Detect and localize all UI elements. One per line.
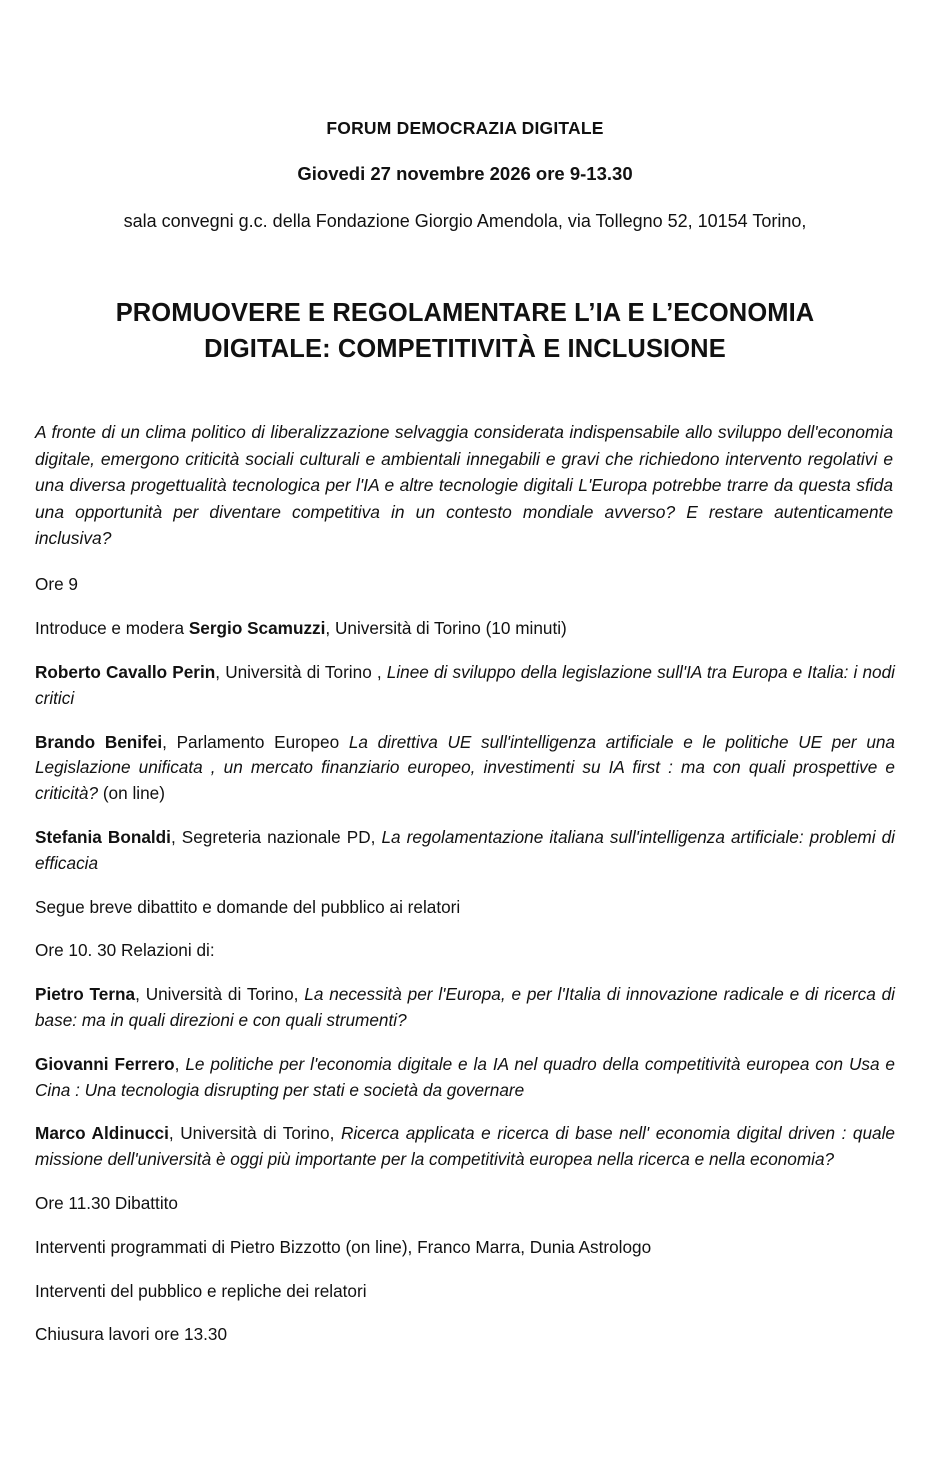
speaker-name: Brando Benifei bbox=[35, 731, 163, 752]
speaker-affiliation: , Università di Torino, bbox=[168, 1123, 341, 1144]
moderator-name: Sergio Scamuzzi bbox=[188, 618, 326, 639]
page-title bbox=[35, 295, 895, 367]
session-2-time: Ore 10. 30 Relazioni di: bbox=[35, 940, 215, 961]
speaker-name: Marco Aldinucci bbox=[35, 1123, 169, 1144]
speaker-name: Giovanni Ferrero bbox=[35, 1053, 175, 1074]
session-1-time: Ore 9 bbox=[35, 574, 78, 595]
closing-note: Chiusura lavori ore 13.30 bbox=[35, 1324, 228, 1345]
speaker-talk-title: Le politiche per l'economia digitale e la IA nel quadro della competitività europea con Usa e Cina : Una tecnologia disrupting per stati e società da governare bbox=[35, 1053, 895, 1100]
event-venue: sala convegni g.c. della Fondazione Giorgio Amendola, via Tollegno 52, 10154 Torino, bbox=[123, 211, 807, 232]
programme-list bbox=[35, 572, 895, 1348]
speaker-affiliation: , Università di Torino , bbox=[215, 662, 387, 683]
event-header bbox=[35, 0, 895, 233]
speaker-entry bbox=[35, 1052, 895, 1104]
speaker-affiliation: , Segreteria nazionale PD, bbox=[170, 827, 382, 848]
scheduled-interventions: Interventi programmati di Pietro Bizzotto (on line), Franco Marra, Dunia Astrologo bbox=[35, 1236, 652, 1257]
public-interventions: Interventi del pubblico e repliche dei relatori bbox=[35, 1280, 367, 1301]
speaker-name: Roberto Cavallo Perin bbox=[35, 662, 216, 683]
moderator-suffix: , Università di Torino (10 minuti) bbox=[325, 618, 567, 639]
speaker-affiliation: , Università di Torino, bbox=[135, 984, 305, 1005]
abstract-paragraph: A fronte di un clima politico di liberalizzazione selvaggia considerata indispensabile allo sviluppo dell'economia digitale, emergono criticità sociali culturali e ambientali innegabili e gravi che richiedono intervento regolativi e una diversa progettualità tecnologica per l'IA e altre tecnologie digitali L'Europa potrebbe trarre da questa sfida una opportunità per diventare competitiva in un contesto mondiale avverso? E restare autenticamente inclusiva? bbox=[35, 422, 893, 548]
speaker-entry bbox=[35, 660, 895, 712]
speaker-talk-title: La necessità per l'Europa, e per l'Italia di innovazione radicale e di ricerca di base: ma in quali direzioni e con quali strumenti? bbox=[35, 984, 895, 1031]
page-title-line-2: DIGITALE: COMPETITIVITÀ E INCLUSIONE bbox=[204, 334, 726, 363]
moderator-entry bbox=[35, 616, 895, 642]
organization-name: FORUM DEMOCRAZIA DIGITALE bbox=[326, 118, 604, 138]
moderator-prefix: Introduce e modera bbox=[35, 618, 189, 639]
session-3-time: Ore 11.30 Dibattito bbox=[35, 1193, 178, 1213]
page-title-line-1: PROMUOVERE E REGOLAMENTARE L’IA E L’ECONOMIA bbox=[115, 298, 815, 327]
speaker-talk-title: La regolamentazione italiana sull'intelligenza artificiale: problemi di efficacia bbox=[35, 827, 895, 873]
speaker-note: (on line) bbox=[98, 783, 165, 804]
speaker-name: Stefania Bonaldi bbox=[35, 827, 171, 848]
speaker-talk-title: La direttiva UE sull'intelligenza artificiale e le politiche UE per una Legislazione unificata , un mercato finanziario europeo, investimenti su IA first : ma con quali prospettive e criticità? bbox=[35, 731, 895, 804]
event-datetime: Giovedi 27 novembre 2026 ore 9-13.30 bbox=[297, 163, 633, 184]
speaker-affiliation: , bbox=[174, 1053, 186, 1074]
speaker-entry bbox=[35, 825, 895, 877]
speaker-entry bbox=[35, 730, 895, 807]
speaker-entry bbox=[35, 1121, 895, 1173]
debate-note-1: Segue breve dibattito e domande del pubblico ai relatori bbox=[35, 896, 461, 917]
speaker-entry bbox=[35, 982, 895, 1034]
speaker-talk-title: Ricerca applicata e ricerca di base nell' economia digital driven : quale missione dell'università è oggi più importante per la competitività europea nella ricerca e nella economia? bbox=[35, 1123, 895, 1170]
speaker-name: Pietro Terna bbox=[35, 984, 136, 1005]
speaker-affiliation: , Parlamento Europeo bbox=[162, 731, 349, 752]
speaker-talk-title: Linee di sviluppo della legislazione sull'IA tra Europa e Italia: i nodi critici bbox=[35, 662, 895, 708]
